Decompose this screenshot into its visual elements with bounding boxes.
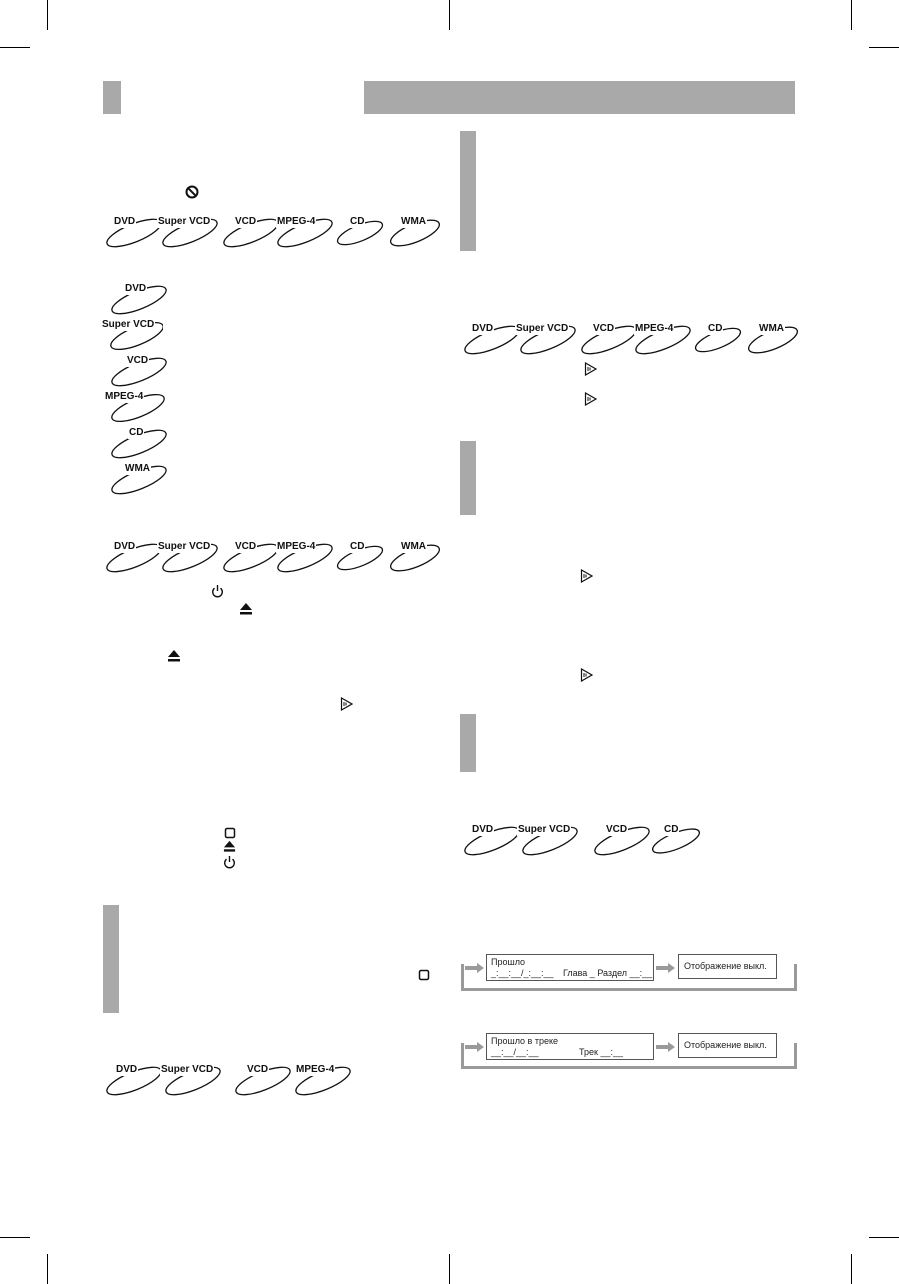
disc-dvd <box>103 539 165 573</box>
disc-cd <box>108 425 170 459</box>
osd-off-box <box>678 1033 777 1058</box>
disc-label: MPEG-4 <box>296 1064 335 1075</box>
eject-icon <box>167 649 181 668</box>
disc-label: MPEG-4 <box>277 541 316 552</box>
disc-mpeg4 <box>104 389 166 423</box>
disc-label: Super VCD <box>158 541 211 552</box>
crop-mark <box>869 1237 899 1238</box>
disc-mpeg4 <box>292 1062 354 1096</box>
disc-label: Super VCD <box>158 216 211 227</box>
disc-label: WMA <box>401 216 426 227</box>
disc-label: CD <box>708 323 723 334</box>
disc-wma <box>108 461 170 495</box>
disc-label: WMA <box>125 463 150 474</box>
disc-dvd <box>108 281 170 315</box>
osd-elapsed-label: Прошло <box>491 957 526 967</box>
osd-track-text: Трек __:__ <box>579 1047 623 1057</box>
disc-label: CD <box>664 824 679 835</box>
osd-elapsed-box <box>486 954 654 981</box>
disc-label: VCD <box>247 1064 269 1075</box>
disc-label: WMA <box>759 323 784 334</box>
disc-svcd <box>160 1062 222 1096</box>
crop-mark <box>0 1237 30 1238</box>
disc-label: VCD <box>235 216 257 227</box>
crop-mark <box>851 1254 852 1284</box>
disc-format-row <box>461 321 801 355</box>
crop-mark <box>869 47 899 48</box>
disc-format-row <box>103 1062 363 1096</box>
disc-label: VCD <box>606 824 628 835</box>
disc-label: MPEG-4 <box>105 391 144 402</box>
disc-dvd <box>103 1062 165 1096</box>
disc-svcd <box>101 317 163 351</box>
osd-track-value: __:__/__:__ <box>491 1047 539 1057</box>
disc-label: DVD <box>114 541 136 552</box>
disc-label: VCD <box>235 541 257 552</box>
disc-label: DVD <box>472 824 494 835</box>
disc-wma <box>388 539 450 573</box>
disc-label: DVD <box>472 323 494 334</box>
disc-mpeg4 <box>632 321 694 355</box>
prohibit-icon <box>185 185 199 204</box>
play-pause-icon <box>584 362 597 381</box>
disc-label: MPEG-4 <box>277 216 316 227</box>
arrow-icon <box>465 1039 485 1057</box>
disc-label: WMA <box>401 541 426 552</box>
disc-format-row <box>461 822 721 856</box>
disc-vcd <box>220 539 282 573</box>
osd-off-box <box>678 954 777 979</box>
crop-mark <box>47 0 48 30</box>
disc-svcd <box>515 321 577 355</box>
crop-mark <box>851 0 852 30</box>
disc-vcd <box>591 822 653 856</box>
section-marker <box>460 131 476 251</box>
osd-elapsed-value: _:__:__/_:__:__ <box>491 968 554 978</box>
stop-icon <box>418 968 430 986</box>
disc-vcd <box>108 353 170 387</box>
disc-label: MPEG-4 <box>635 323 674 334</box>
disc-label: DVD <box>125 283 147 294</box>
disc-mpeg4 <box>274 539 336 573</box>
arrow-icon <box>656 960 676 978</box>
disc-cd <box>649 822 711 856</box>
disc-vcd <box>220 214 282 248</box>
disc-label: Super VCD <box>516 323 569 334</box>
disc-wma <box>746 321 808 355</box>
disc-wma <box>388 214 450 248</box>
header-bar <box>364 81 795 114</box>
disc-label: Super VCD <box>102 319 155 330</box>
arrow-icon <box>465 960 485 978</box>
osd-off-label: Отображение выкл. <box>684 961 767 971</box>
disc-label: CD <box>350 216 365 227</box>
power-icon <box>223 855 236 874</box>
osd-chapter-text: Глава _ Раздел __:__ <box>563 968 653 978</box>
crop-mark <box>449 1254 450 1284</box>
osd-track-box <box>486 1033 654 1060</box>
osd-track-label: Прошло в треке <box>491 1036 559 1046</box>
disc-svcd <box>157 539 219 573</box>
section-marker <box>460 441 476 515</box>
disc-vcd <box>232 1062 294 1096</box>
section-marker <box>103 905 119 1013</box>
eject-icon <box>239 602 253 621</box>
disc-label: CD <box>350 541 365 552</box>
power-icon <box>211 584 224 603</box>
disc-label: VCD <box>127 355 149 366</box>
crop-mark <box>0 47 30 48</box>
disc-svcd <box>517 822 579 856</box>
disc-svcd <box>157 214 219 248</box>
play-pause-icon <box>580 668 593 687</box>
disc-label: DVD <box>116 1064 138 1075</box>
crop-mark <box>47 1254 48 1284</box>
arrow-icon <box>656 1039 676 1057</box>
crop-mark <box>449 0 450 30</box>
disc-dvd <box>461 822 523 856</box>
disc-format-row <box>103 539 443 573</box>
disc-dvd <box>103 214 165 248</box>
play-pause-icon <box>340 697 353 716</box>
play-pause-icon <box>580 569 593 588</box>
osd-off-label: Отображение выкл. <box>684 1040 767 1050</box>
disc-vcd <box>578 321 640 355</box>
disc-label: Super VCD <box>161 1064 214 1075</box>
section-marker <box>460 714 476 772</box>
header-marker <box>103 81 121 114</box>
disc-label: Super VCD <box>518 824 571 835</box>
play-pause-icon <box>584 392 597 411</box>
disc-dvd <box>461 321 523 355</box>
disc-label: DVD <box>114 216 136 227</box>
disc-label: CD <box>129 427 144 438</box>
disc-mpeg4 <box>274 214 336 248</box>
disc-label: VCD <box>593 323 615 334</box>
disc-format-row <box>103 214 443 248</box>
